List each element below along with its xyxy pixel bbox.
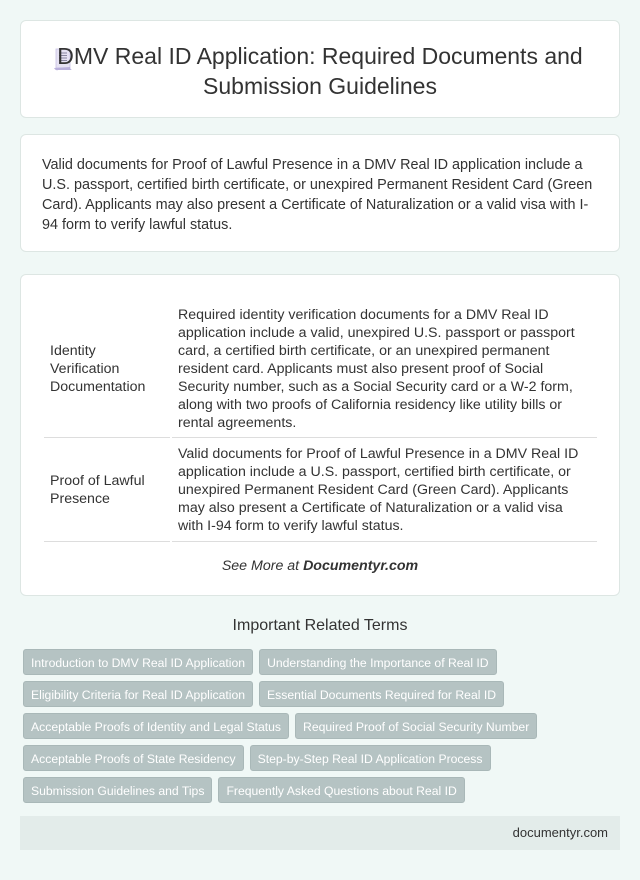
related-terms-title: Important Related Terms xyxy=(232,617,408,634)
see-more xyxy=(21,558,619,574)
related-term-tag[interactable]: Required Proof of Social Security Number xyxy=(295,713,537,739)
details-card xyxy=(20,274,620,596)
term-cell: Identity Verification Documentation xyxy=(44,301,170,438)
description-cell: Required identity verification documents for a DMV Real ID application include a valid, unexpired U.S. passport or passport card, a certified birth certificate, or an unexpired permanent resident card. Applicants must also present proof of Social Security number, such as a Social Security card or a W-2 form, along with two proofs of California residency like utility bills or rental agreements. xyxy=(172,301,597,438)
related-term-tag[interactable]: Eligibility Criteria for Real ID Application xyxy=(23,681,253,707)
page-title: DMV Real ID Application: Required Documents and Submission Guidelines xyxy=(57,43,583,99)
summary-card xyxy=(20,134,620,252)
related-term-tag[interactable]: Understanding the Importance of Real ID xyxy=(259,649,497,675)
related-term-tag[interactable]: Essential Documents Required for Real ID xyxy=(259,681,504,707)
related-term-tag[interactable]: Acceptable Proofs of Identity and Legal Status xyxy=(23,713,289,739)
footer xyxy=(20,816,620,850)
related-term-tag[interactable]: Introduction to DMV Real ID Application xyxy=(23,649,253,675)
see-more-link[interactable]: Documentyr.com xyxy=(303,558,419,574)
term-cell: Proof of Lawful Presence xyxy=(44,438,170,542)
title-card xyxy=(20,20,620,118)
related-term-tag[interactable]: Acceptable Proofs of State Residency xyxy=(23,745,244,771)
table-row xyxy=(44,301,597,438)
related-term-tag[interactable]: Frequently Asked Questions about Real ID xyxy=(218,777,464,803)
see-more-prefix: See More at xyxy=(221,558,304,574)
details-table xyxy=(42,301,599,542)
summary-text: Valid documents for Proof of Lawful Presence in a DMV Real ID application include a U.S. passport, certified birth certificate, or unexpired Permanent Resident Card (Green Card). Applicants may also present a Certificate of Naturalization or a valid visa with I-94 form to verify lawful status. xyxy=(42,157,593,233)
related-term-tag[interactable]: Step-by-Step Real ID Application Process xyxy=(250,745,491,771)
description-cell: Valid documents for Proof of Lawful Presence in a DMV Real ID application include a U.S. passport, certified birth certificate, or unexpired Permanent Resident Card (Green Card). Applicants may also present a Certificate of Naturalization or a valid visa with I-94 form to verify lawful status. xyxy=(172,438,597,542)
related-terms-list xyxy=(23,649,563,803)
related-term-tag[interactable]: Submission Guidelines and Tips xyxy=(23,777,212,803)
table-row xyxy=(44,438,597,542)
footer-site-link[interactable]: documentyr.com xyxy=(512,825,608,840)
